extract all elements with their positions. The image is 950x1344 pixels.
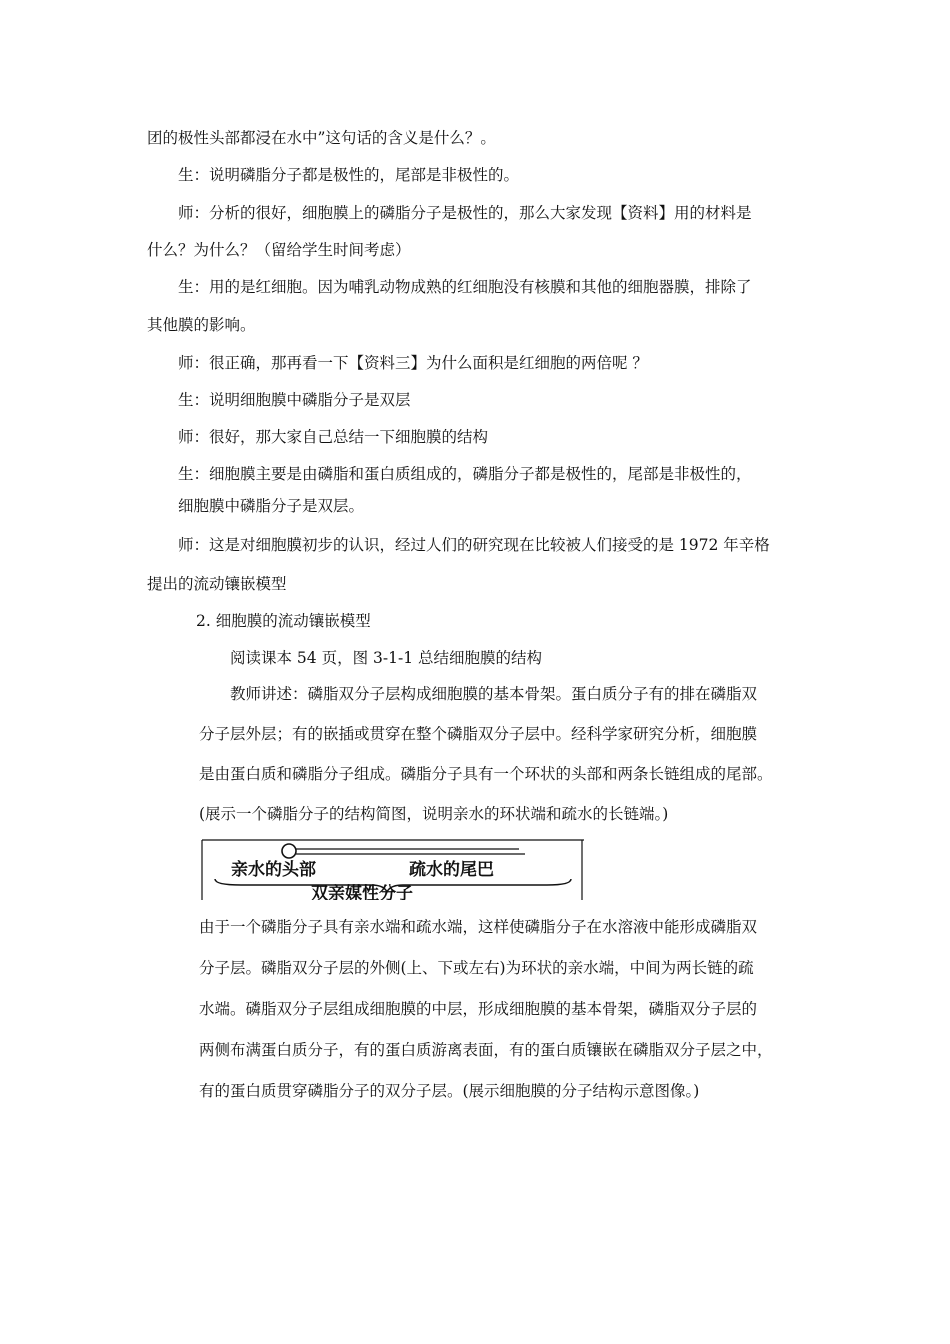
paragraph-line: 水端。磷脂双分子层组成细胞膜的中层，形成细胞膜的基本骨架，磷脂双分子层的 [199,1000,758,1018]
paragraph-line: 提出的流动镶嵌模型 [147,575,287,593]
paragraph-line: 师：很正确，那再看一下【资料三】为什么面积是红细胞的两倍呢 ？ [178,354,648,372]
phospholipid-diagram [201,838,585,900]
paragraph-line: 由于一个磷脂分子具有亲水端和疏水端，这样使磷脂分子在水溶液中能形成磷脂双 [199,918,758,936]
label-amphiphilic-molecule: 双亲媒性分子 [311,884,413,900]
phospholipid-diagram-svg [201,838,585,900]
paragraph-line: (展示一个磷脂分子的结构简图，说明亲水的环状端和疏水的长链端。) [199,805,669,823]
section-heading: 2. 细胞膜的流动镶嵌模型 [196,612,371,630]
paragraph-line: 分子层外层；有的嵌插或贯穿在整个磷脂双分子层中。经科学家研究分析，细胞膜 [199,725,758,743]
paragraph-line: 分子层。磷脂双分子层的外侧(上、下或左右)为环状的亲水端，中间为两长链的疏 [199,959,754,977]
paragraph-line: 阅读课本 54 页，图 3-1-1 总结细胞膜的结构 [230,649,542,667]
paragraph-line: 生：说明磷脂分子都是极性的，尾部是非极性的。 [178,166,520,184]
paragraph-line: 什么？为什么？（留给学生时间考虑） [147,241,411,259]
label-hydrophilic-head: 亲水的头部 [231,860,316,880]
paragraph-line: 有的蛋白质贯穿磷脂分子的双分子层。(展示细胞膜的分子结构示意图像。) [199,1082,700,1100]
paragraph-line: 师：分析的很好，细胞膜上的磷脂分子是极性的，那么大家发现【资料】用的材料是 [178,204,752,222]
paragraph-line: 是由蛋白质和磷脂分子组成。磷脂分子具有一个环状的头部和两条长链组成的尾部。 [199,765,773,783]
paragraph-line: 细胞膜中磷脂分子是双层。 [178,497,365,515]
paragraph-line: 生：说明细胞膜中磷脂分子是双层 [178,391,411,409]
paragraph-line: 教师讲述：磷脂双分子层构成细胞膜的基本骨架。蛋白质分子有的排在磷脂双 [230,685,758,703]
paragraph-line: 师：很好，那大家自己总结一下细胞膜的结构 [178,428,489,446]
paragraph-line: 生：用的是红细胞。因为哺乳动物成熟的红细胞没有核膜和其他的细胞器膜，排除了 [178,278,752,296]
paragraph-line: 师：这是对细胞膜初步的认识，经过人们的研究现在比较被人们接受的是 1972 年辛格 [178,536,770,554]
label-hydrophobic-tail: 疏水的尾巴 [409,860,494,880]
paragraph-line: 两侧布满蛋白质分子，有的蛋白质游离表面，有的蛋白质镶嵌在磷脂双分子层之中， [199,1041,773,1059]
hydrophilic-head-circle [282,844,296,858]
paragraph-line: 生：细胞膜主要是由磷脂和蛋白质组成的，磷脂分子都是极性的，尾部是非极性的， [178,465,752,483]
paragraph-line: 其他膜的影响。 [147,316,256,334]
paragraph-line: 团的极性头部都浸在水中”这句话的含义是什么？。 [147,129,496,147]
